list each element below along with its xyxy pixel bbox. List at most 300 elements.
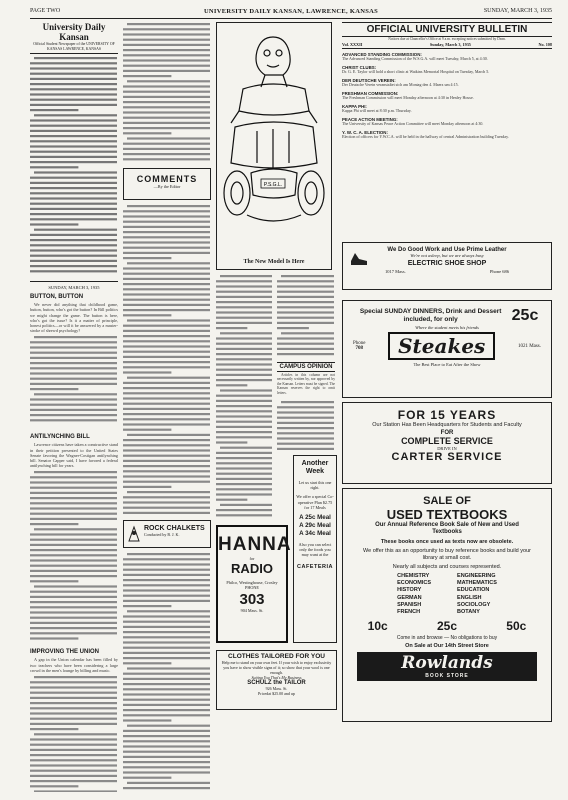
text-line — [123, 751, 210, 753]
text-line — [30, 239, 117, 241]
text-line — [30, 487, 117, 489]
text-line — [123, 59, 210, 61]
text-line — [277, 437, 334, 439]
text-line — [123, 584, 210, 586]
text-line — [277, 427, 334, 429]
cartoon-caption: The New Model Is Here — [243, 259, 305, 265]
bulletin-item-heading: ADVANCED STANDING COMMISSION: — [342, 52, 422, 58]
text-line — [123, 247, 210, 249]
tailor-ad — [216, 650, 337, 710]
text-line — [123, 423, 210, 425]
text-line — [216, 415, 272, 417]
staff-box — [30, 56, 118, 282]
text-line — [30, 156, 117, 158]
carter-for: FOR — [440, 430, 454, 436]
text-line — [277, 432, 334, 434]
column-2-text-top — [123, 22, 211, 164]
text-line — [30, 638, 78, 640]
page-folio: PAGE TWO — [30, 8, 61, 14]
shoe-shop-contact — [343, 269, 551, 274]
text-line — [281, 401, 334, 403]
text-line — [30, 575, 117, 577]
text-line — [277, 301, 334, 303]
text-line — [277, 337, 334, 339]
text-line — [123, 231, 210, 233]
text-line — [216, 488, 272, 490]
text-line — [123, 563, 210, 565]
cafeteria-line2: We offer a special Co-operative Plan $2.75 for 17 Meals — [296, 494, 334, 510]
comments-body-lines — [123, 204, 211, 514]
text-line — [123, 278, 210, 280]
text-line — [30, 508, 117, 510]
textbooks-title2: USED TEXTBOOKS — [386, 507, 508, 522]
textbooks-line6: On Sale at Our 14th Street Store — [405, 643, 489, 650]
text-line — [123, 777, 171, 779]
text-line — [277, 353, 334, 355]
text-line — [30, 399, 117, 401]
text-line — [216, 426, 272, 428]
textbooks-line2: These books once used as texts now are obsolete. — [380, 539, 514, 545]
text-line — [123, 267, 210, 269]
shoe-shop-phone: Phone 686 — [489, 269, 509, 274]
text-line — [123, 688, 210, 690]
text-line — [123, 455, 210, 457]
text-line — [30, 78, 117, 80]
text-line — [30, 523, 78, 525]
shoe-shop-name: ELECTRIC SHOE SHOP — [407, 260, 487, 267]
column-3a-text — [216, 274, 273, 520]
steakes-sub: The Best Place to Eat After the Show — [413, 362, 481, 367]
text-line — [220, 504, 272, 506]
comments-header — [123, 168, 211, 200]
text-line — [216, 462, 272, 464]
bulletin-item-heading: Y. W. C. A. ELECTION: — [342, 129, 388, 135]
text-line — [30, 73, 117, 75]
text-line — [123, 465, 210, 467]
meal-option: A 25c Meal — [299, 514, 331, 522]
text-line — [30, 560, 117, 562]
text-line — [34, 471, 117, 473]
column-3a-body-lines — [216, 274, 273, 520]
text-line — [30, 342, 117, 344]
campus-opinion-body-lines — [277, 400, 335, 452]
cafeteria-ad — [293, 455, 337, 643]
text-line — [123, 444, 210, 446]
text-line — [123, 507, 210, 509]
text-line — [277, 311, 334, 313]
bulletin-item-body: The University of Kansas Peace Action Committee will meet Monday afternoon at 4:30. — [342, 120, 484, 126]
text-line — [30, 622, 117, 624]
text-line — [123, 101, 210, 103]
page-dateline: SUNDAY, MARCH 3, 1935 — [483, 8, 552, 14]
text-line — [30, 707, 117, 709]
bulletin-item-body: Kappa Phi will meet at 8:30 p.m. Thursday. — [342, 108, 412, 114]
text-line — [123, 730, 210, 732]
text-line — [216, 457, 272, 459]
text-line — [123, 481, 210, 483]
text-line — [123, 273, 210, 275]
text-line — [30, 612, 117, 614]
text-line — [34, 529, 117, 531]
text-line — [123, 117, 210, 119]
text-line — [34, 336, 117, 338]
text-line — [123, 486, 171, 488]
bulletin-item-body: The Freshman Commission will meet Monday afternoon at 4:30 in Henley House. — [342, 95, 474, 101]
price-tag: 10c — [367, 619, 388, 634]
text-line — [216, 285, 272, 287]
text-line — [123, 735, 210, 737]
text-line — [123, 418, 210, 420]
text-line — [30, 224, 78, 226]
text-line — [281, 332, 334, 334]
editorial-body-lines — [30, 675, 118, 792]
text-line — [220, 389, 272, 391]
text-line — [123, 662, 171, 664]
text-line — [123, 106, 210, 108]
text-line — [30, 764, 117, 766]
column-2-text-mid — [123, 204, 211, 516]
text-line — [123, 652, 210, 654]
text-line — [216, 343, 272, 345]
cafeteria-title: Another Week — [301, 460, 329, 475]
text-line — [123, 39, 210, 41]
text-line — [216, 431, 272, 433]
rowlands-logo: Rowlands — [401, 653, 493, 674]
text-line — [30, 497, 117, 499]
steakes-tagline: Where the student meets his friends — [415, 325, 479, 330]
text-line — [123, 85, 210, 87]
text-line — [30, 368, 117, 370]
subject-column — [397, 573, 431, 616]
text-line — [30, 697, 117, 699]
text-line — [123, 351, 210, 353]
editorial-date: SUNDAY, MARCH 3, 1935 — [48, 285, 100, 291]
text-line — [127, 610, 210, 612]
cafeteria-line1: Let us start this one right. — [298, 480, 332, 491]
text-line — [216, 374, 272, 376]
text-line — [30, 135, 117, 137]
text-line — [123, 429, 171, 431]
text-line — [216, 514, 272, 516]
cafeteria-name: CAFETERIA — [297, 563, 333, 570]
subject-item: CHEMISTRY — [397, 573, 430, 579]
text-line — [216, 436, 272, 438]
subject-item: SOCIOLOGY — [457, 601, 491, 608]
text-line — [277, 417, 334, 419]
text-line — [123, 626, 210, 628]
editorial-text: Lawrence citizens have taken a constructive stand in their petition presented to the United States Senate favoring the Wagner-Costigan antilynching bill. Senator Capper said, I have favored a federal antilynching bill for years. — [30, 442, 118, 469]
text-line — [123, 512, 210, 514]
text-line — [123, 252, 210, 254]
subject-item: SPANISH — [397, 601, 422, 608]
text-line — [277, 291, 334, 293]
text-line — [30, 409, 117, 411]
campus-opinion-note: Articles in this column are not necessarily written by, nor approved by the Kansan. Letters must be signed. The Kansan reserves the right to omit letters. — [277, 373, 335, 395]
text-line — [216, 493, 272, 495]
text-line — [123, 403, 210, 405]
subject-item: ENGINEERING — [457, 573, 496, 579]
text-line — [277, 422, 334, 424]
text-line — [127, 782, 210, 784]
text-line — [30, 513, 117, 515]
text-line — [123, 501, 210, 503]
subject-list — [343, 573, 551, 616]
text-line — [127, 262, 210, 264]
text-line — [123, 641, 210, 643]
text-line — [30, 692, 117, 694]
meal-option: A 34c Meal — [299, 530, 331, 538]
column-3b-body-lines — [277, 274, 335, 360]
text-line — [277, 285, 334, 287]
text-line — [123, 766, 210, 768]
hanna-name: HANNA — [218, 534, 292, 555]
text-line — [30, 62, 117, 64]
cafeteria-line3: Also you can select only the foods you may want at the — [298, 542, 332, 558]
text-line — [30, 482, 117, 484]
header-rule — [30, 18, 552, 19]
hanna-for: for — [249, 556, 255, 561]
text-line — [30, 177, 117, 179]
textbooks-title1: SALE OF — [423, 495, 471, 507]
text-line — [123, 475, 210, 477]
carter-service: COMPLETE SERVICE — [401, 436, 493, 446]
tailor-merchant: SCHULZ the TAILOR — [247, 680, 306, 686]
steakes-logo: Steakes — [388, 332, 495, 360]
text-line — [277, 317, 334, 319]
rock-chalkets-body-lines — [123, 552, 211, 790]
text-line — [216, 353, 272, 355]
text-line — [123, 122, 210, 124]
rowlands-sub: BOOK STORE — [425, 673, 469, 680]
text-line — [30, 702, 117, 704]
text-line — [123, 579, 210, 581]
text-line — [123, 683, 210, 685]
bulletin-item-body: The Advanced Standing Commission of the W.S.G.A. will meet Tuesday, March 5, at 4:30. — [342, 56, 488, 62]
price-row — [343, 619, 551, 633]
text-line — [34, 733, 117, 735]
text-line — [277, 322, 334, 324]
text-line — [123, 345, 210, 347]
text-line — [216, 441, 247, 443]
tailor-title: CLOTHES TAILORED FOR YOU — [228, 653, 325, 660]
steakes-price: 25c — [511, 307, 539, 324]
text-line — [30, 187, 117, 189]
text-line — [30, 68, 117, 70]
editorial-text: We never did anything that childhood game, button, button, who's got the button? In Bill politics we might change the game. The button is here, who's got the issue? Is it a matter of principle, honest politics—or will it be answered by a master-stroke of shrewd psychology? — [30, 302, 118, 334]
bulletin-item-body: Election of officers for Y.W.C.A. will be held in the hallway of central Administration building Tuesday. — [342, 133, 509, 139]
text-line — [30, 581, 78, 583]
text-line — [216, 348, 272, 350]
text-line — [30, 213, 117, 215]
text-line — [216, 405, 272, 407]
masthead-title: University Daily Kansan — [42, 22, 106, 42]
cartoon-plate-text: P.S.G.L. — [263, 182, 283, 188]
text-line — [123, 740, 210, 742]
text-line — [123, 70, 210, 72]
text-line — [30, 120, 117, 122]
editorial-heading: ANTILYNCHING BILL — [30, 434, 90, 441]
text-line — [123, 304, 210, 306]
text-line — [127, 205, 210, 207]
text-line — [30, 130, 117, 132]
text-line — [216, 395, 272, 397]
text-line — [30, 627, 117, 629]
text-line — [123, 210, 210, 212]
text-line — [281, 275, 334, 277]
text-line — [216, 327, 247, 329]
text-line — [123, 127, 210, 129]
text-line — [123, 325, 210, 327]
text-line — [123, 709, 210, 711]
text-line — [30, 265, 117, 267]
text-line — [216, 483, 272, 485]
text-line — [30, 182, 117, 184]
text-line — [34, 790, 117, 792]
text-line — [30, 270, 117, 272]
page-header — [30, 8, 552, 17]
subject-item: ENGLISH — [457, 594, 482, 601]
text-line — [123, 647, 210, 649]
text-line — [30, 357, 117, 359]
text-line — [34, 229, 117, 231]
text-line — [127, 725, 210, 727]
text-line — [123, 771, 210, 773]
subject-item: ECONOMICS — [397, 580, 432, 587]
tailor-prices: Pricedat $25.00 and up — [258, 691, 295, 696]
bulletin-items — [342, 52, 552, 139]
subject-item: BOTANY — [457, 609, 480, 616]
text-line — [123, 221, 210, 223]
text-line — [123, 636, 210, 638]
text-line — [216, 317, 272, 319]
bulletin-number: No. 108 — [538, 42, 552, 48]
shoe-shop-line2: We're not asleep, but we are always busy — [410, 253, 484, 258]
editorial-text: A gap in the Union calendar has been filled by two teachers who have been considering a large crowd in the men's lounge by billing and music. — [30, 657, 118, 673]
text-line — [220, 332, 272, 334]
text-line — [30, 780, 117, 782]
text-line — [30, 404, 117, 406]
text-line — [277, 348, 334, 350]
text-line — [123, 704, 210, 706]
text-line — [30, 718, 117, 720]
textbook-sale-ad — [342, 488, 552, 722]
text-line — [216, 358, 272, 360]
text-line — [123, 621, 210, 623]
masthead-subtitle: Official Student Newspaper of the UNIVERSITY OF KANSAS LAWRENCE, KANSAS — [33, 42, 115, 51]
text-line — [30, 565, 117, 567]
text-line — [30, 503, 117, 505]
text-line — [30, 544, 117, 546]
bulletin-meta — [342, 41, 552, 49]
text-line — [30, 388, 78, 390]
text-line — [123, 413, 210, 415]
text-line — [30, 686, 117, 688]
text-line — [123, 496, 210, 498]
editorial-body-lines — [30, 470, 118, 640]
steakes-address: 1021 Mass. — [517, 343, 541, 349]
text-line — [216, 467, 272, 469]
text-line — [30, 607, 117, 609]
text-line — [123, 719, 171, 721]
text-line — [123, 714, 210, 716]
text-line — [123, 54, 210, 56]
text-line — [123, 215, 210, 217]
text-line — [123, 96, 210, 98]
text-line — [123, 699, 210, 701]
editorial-2 — [30, 649, 118, 792]
text-line — [34, 57, 117, 59]
column-1 — [30, 22, 118, 792]
text-line — [123, 460, 210, 462]
text-line — [30, 570, 117, 572]
bulletin-item-body: Dr. G. E. Taylor will hold a short clinic at Watkins Memorial Hospital on Tuesday, March 5. — [342, 69, 490, 75]
text-line — [30, 347, 117, 349]
text-line — [30, 88, 117, 90]
text-line — [123, 787, 210, 789]
rowlands-logo-box — [357, 652, 537, 681]
text-line — [123, 65, 210, 67]
text-line — [30, 250, 117, 252]
text-line — [34, 394, 117, 396]
text-line — [30, 596, 117, 598]
text-line — [216, 337, 272, 339]
subject-item: MATHEMATICS — [457, 580, 497, 587]
text-line — [30, 151, 117, 153]
text-line — [127, 434, 210, 436]
text-line — [30, 518, 117, 520]
text-line — [123, 132, 171, 134]
text-line — [30, 492, 117, 494]
text-line — [123, 293, 210, 295]
text-line — [123, 600, 210, 602]
text-line — [34, 676, 117, 678]
text-line — [34, 172, 117, 174]
text-line — [30, 352, 117, 354]
text-line — [123, 236, 210, 238]
text-line — [277, 406, 334, 408]
tailor-line1: Help me to stand on your own feet. If your wish to enjoy exclusivity you have to show visible signs of it; so show that your wool is one enough. — [221, 660, 332, 675]
text-line — [30, 362, 117, 364]
text-line — [30, 383, 117, 385]
text-line — [123, 558, 210, 560]
steakes-ad — [342, 300, 552, 398]
subject-column — [457, 573, 497, 616]
tailor-address: 926 Mass. St. — [265, 686, 288, 691]
comments-byline: —By the Editor — [153, 184, 181, 189]
text-line — [216, 499, 247, 501]
text-line — [277, 443, 334, 445]
text-line — [123, 745, 210, 747]
text-line — [127, 377, 210, 379]
text-line — [216, 363, 272, 365]
subject-item: GERMAN — [397, 594, 422, 601]
text-line — [30, 99, 117, 101]
text-line — [216, 369, 272, 371]
text-line — [30, 591, 117, 593]
text-line — [30, 744, 117, 746]
text-line — [123, 397, 210, 399]
editorial-0 — [30, 294, 118, 430]
text-line — [30, 539, 117, 541]
textbooks-line5: Come in and browse — No obligations to buy — [396, 635, 498, 642]
text-line — [30, 203, 117, 205]
text-line — [127, 491, 210, 493]
text-line — [127, 137, 210, 139]
carter-service-ad — [342, 402, 552, 484]
text-line — [127, 319, 210, 321]
text-line — [123, 299, 210, 301]
text-line — [123, 392, 210, 394]
